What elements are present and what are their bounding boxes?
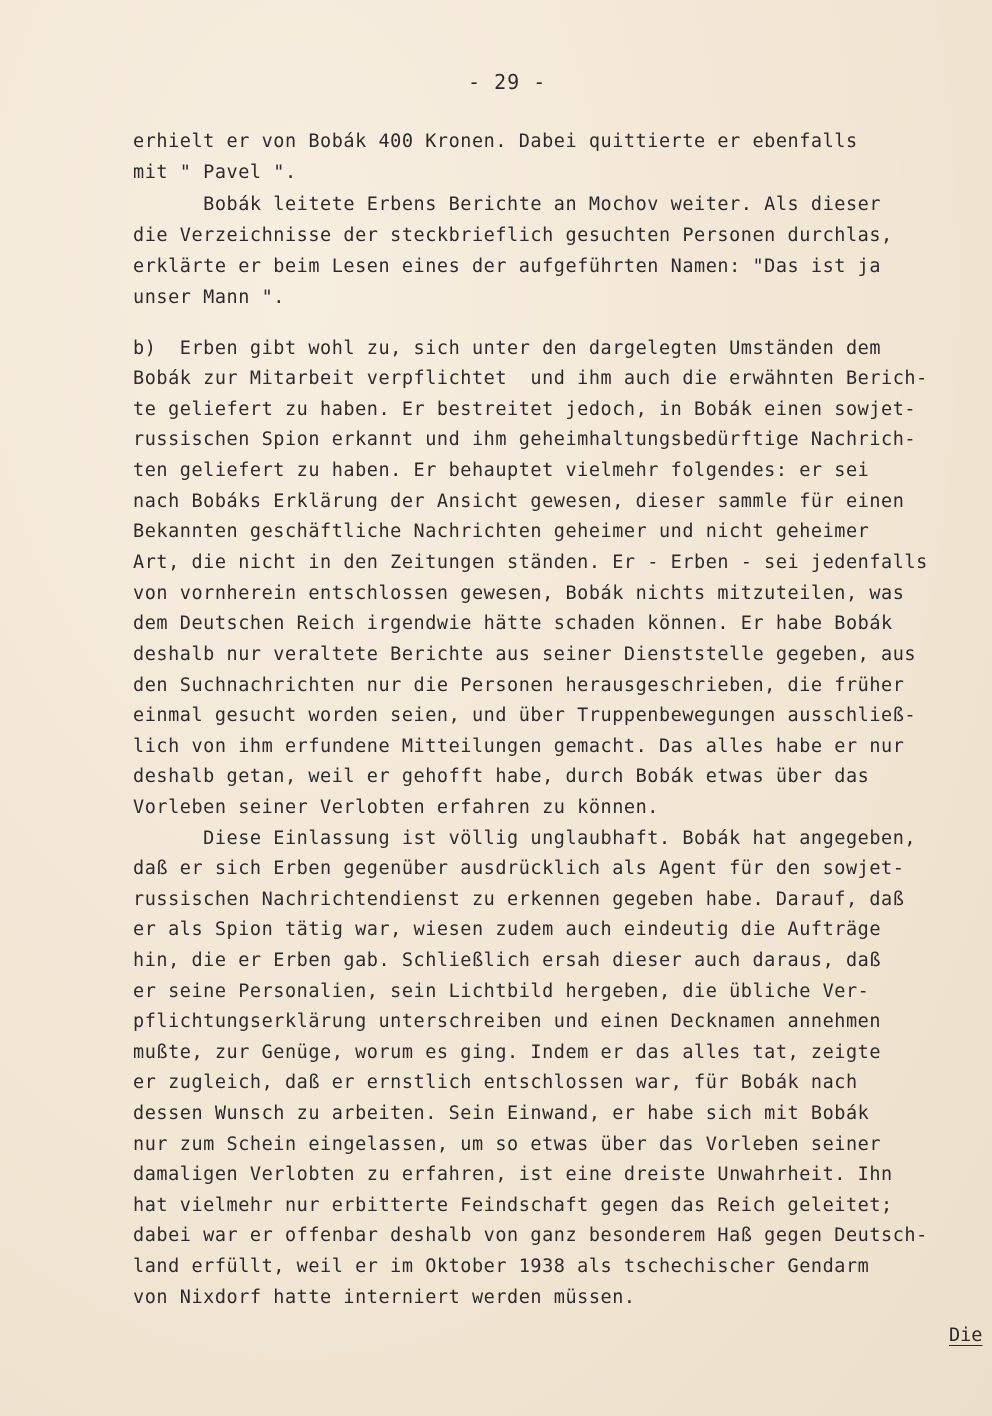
text-line: einmal gesucht worden seien, und über Truppenbewegungen ausschließ- (133, 705, 917, 726)
text-line: mit " Pavel ". (133, 162, 297, 183)
text-line: russischen Nachrichtendienst zu erkennen gegeben habe. Darauf, daß (133, 889, 905, 910)
text-line: Art, die nicht in den Zeitungen ständen. Er - Erben - sei jedenfalls (133, 552, 928, 573)
text-line: unser Mann ". (133, 287, 285, 308)
text-line: nur zum Schein eingelassen, um so etwas über das Vorleben seiner (133, 1134, 882, 1155)
text-line: dessen Wunsch zu arbeiten. Sein Einwand, er habe sich mit Bobák (133, 1103, 870, 1124)
text-line: dem Deutschen Reich irgendwie hätte schaden können. Er habe Bobák (133, 613, 893, 634)
text-line: erklärte er beim Lesen eines der aufgeführten Namen: "Das ist ja (133, 256, 882, 277)
text-line: Diese Einlassung ist völlig unglaubhaft. Bobák hat angegeben, (133, 828, 917, 849)
text-line: pflichtungserklärung unterschreiben und einen Decknamen annehmen (133, 1011, 882, 1032)
text-line: von Nixdorf hatte interniert werden müssen. (133, 1287, 636, 1308)
text-line: deshalb nur veraltete Berichte aus seiner Dienststelle gegeben, aus (133, 644, 917, 665)
text-line: er seine Personalien, sein Lichtbild hergeben, die übliche Ver- (133, 981, 870, 1002)
text-line: damaligen Verlobten zu erfahren, ist eine dreiste Unwahrheit. Ihn (133, 1164, 893, 1185)
text-line: hin, die er Erben gab. Schließlich ersah dieser auch daraus, daß (133, 950, 882, 971)
text-line: die Verzeichnisse der steckbrieflich gesuchten Personen durchlas, (133, 225, 893, 246)
text-line: Vorleben seiner Verlobten erfahren zu können. (133, 797, 659, 818)
text-line: nach Bobáks Erklärung der Ansicht gewesen, dieser sammle für einen (133, 491, 905, 512)
text-line: lich von ihm erfundene Mitteilungen gemacht. Das alles habe er nur (133, 736, 905, 757)
text-line: te geliefert zu haben. Er bestreitet jedoch, in Bobák einen sowjet- (133, 399, 917, 420)
text-line: er zugleich, daß er ernstlich entschlossen war, für Bobák nach (133, 1072, 858, 1093)
text-line: russischen Spion erkannt und ihm geheimhaltungsbedürftige Nachrich- (133, 429, 917, 450)
text-line: land erfüllt, weil er im Oktober 1938 als tschechischer Gendarm (133, 1256, 870, 1277)
text-line: Bobák leitete Erbens Berichte an Mochov weiter. Als dieser (133, 194, 882, 215)
catchword: Die (949, 1325, 983, 1346)
text-line: deshalb getan, weil er gehofft habe, durch Bobák etwas über das (133, 766, 870, 787)
text-line: Bobák zur Mitarbeit verpflichtet und ihm auch die erwähnten Berich- (133, 368, 928, 389)
text-line: er als Spion tätig war, wiesen zudem auch eindeutig die Aufträge (133, 919, 882, 940)
text-line: den Suchnachrichten nur die Personen herausgeschrieben, die früher (133, 675, 905, 696)
page-number: - 29 - (468, 70, 547, 94)
text-line: daß er sich Erben gegenüber ausdrücklich als Agent für den sowjet- (133, 858, 905, 879)
text-line: ten geliefert zu haben. Er behauptet vielmehr folgendes: er sei (133, 460, 870, 481)
text-line: von vornherein entschlossen gewesen, Bobák nichts mitzuteilen, was (133, 583, 905, 604)
text-line: mußte, zur Genüge, worum es ging. Indem er das alles tat, zeigte (133, 1042, 882, 1063)
text-line: dabei war er offenbar deshalb von ganz besonderem Haß gegen Deutsch- (133, 1225, 928, 1246)
text-line: b) Erben gibt wohl zu, sich unter den dargelegten Umständen dem (133, 338, 882, 359)
text-line: Bekannten geschäftliche Nachrichten geheimer und nicht geheimer (133, 521, 870, 542)
text-line: hat vielmehr nur erbitterte Feindschaft gegen das Reich geleitet; (133, 1195, 893, 1216)
text-line: erhielt er von Bobák 400 Kronen. Dabei quittierte er ebenfalls (133, 131, 858, 152)
